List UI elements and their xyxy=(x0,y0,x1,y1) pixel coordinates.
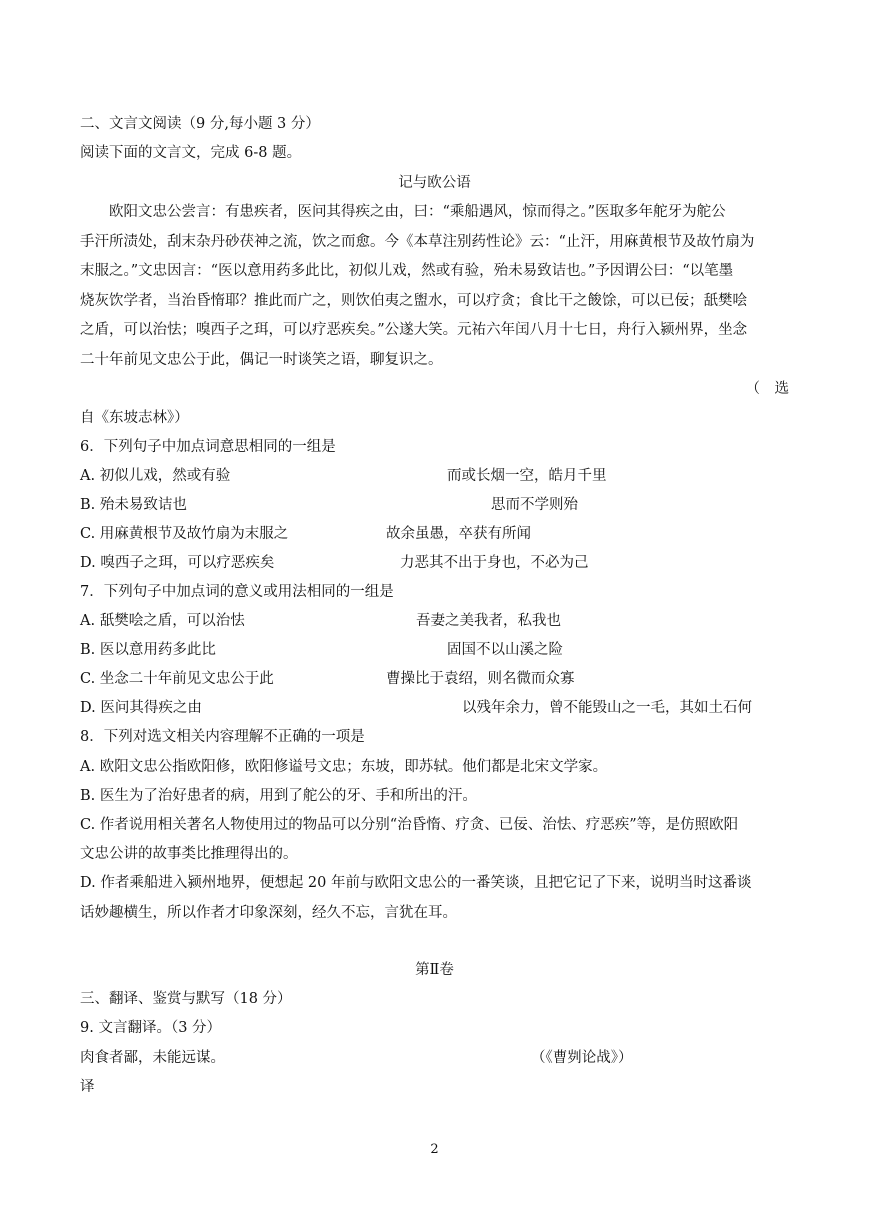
question-8-option-a: A. 欧阳文忠公指欧阳修，欧阳修谥号文忠；东坡，即苏轼。他们都是北宋文学家。 xyxy=(80,759,608,775)
question-8-option-c-cont: 文忠公讲的故事类比推理得出的。 xyxy=(80,846,298,862)
passage-line: 烧灰饮学者，当治昏惰耶？推此而广之，则饮伯夷之盥水，可以疗贪；食比干之餕馀，可以已佞；舐樊哙 xyxy=(80,293,747,309)
question-6-option-a: A. 初似儿戏，然或有验 而或长烟一空，皓月千里 xyxy=(80,468,607,484)
question-7-option-c: C. 坐念二十年前见文忠公于此 曹操比于袁绍，则名微而众寡 xyxy=(80,671,575,687)
question-8-option-d: D. 作者乘船进入颍州地界，便想起 20 年前与欧阳文忠公的一番笑谈，且把它记了下来，说明当时这番谈 xyxy=(80,875,752,891)
question-8-option-c: C. 作者说用相关著名人物使用过的物品可以分别“治昏惰、疗贪、已佞、治怯、疗恶疾”等，是仿照欧阳 xyxy=(80,817,739,833)
passage-source-part-1: （ 选 xyxy=(745,381,789,397)
question-9-stem: 9. 文言翻译。（3 分） xyxy=(80,1020,222,1036)
passage-line: 之盾，可以治怯；嗅西子之珥，可以疗恶疾矣。”公遂大笑。元祐六年闰八月十七日，舟行入颍州界，坐念 xyxy=(80,322,748,338)
passage-line: 手汗所渍处，刮末杂丹砂茯神之流，饮之而愈。今《本草注别药性论》云：“止汗，用麻黄根节及故竹扇为 xyxy=(80,234,755,250)
question-7-option-a: A. 舐樊哙之盾，可以治怯 吾妻之美我者，私我也 xyxy=(80,613,561,629)
translation-answer-label: 译 xyxy=(80,1079,95,1095)
passage-line: 欧阳文忠公尝言：有患疾者，医问其得疾之由，曰：“乘船遇风，惊而得之。”医取多年舵牙为舵公 xyxy=(109,204,726,220)
question-6-option-d: D. 嗅西子之珥，可以疗恶疾矣 力恶其不出于身也，不必为己 xyxy=(80,555,589,571)
question-8-stem: 8．下列对选文相关内容理解不正确的一项是 xyxy=(80,729,365,745)
passage-title: 记与欧公语 xyxy=(398,175,471,191)
volume-2-title: 第Ⅱ卷 xyxy=(415,962,454,978)
question-7-stem: 7．下列句子中加点词的意义或用法相同的一组是 xyxy=(80,584,394,600)
question-9-sentence: 肉食者鄙，未能远谋。 （《曹刿论战》） xyxy=(80,1050,633,1066)
question-7-option-d: D. 医问其得疾之由 以残年余力，曾不能毁山之一毛，其如土石何 xyxy=(80,700,752,716)
question-6-option-b: B. 殆未易致诘也 思而不学则殆 xyxy=(80,497,578,513)
question-7-option-b: B. 医以意用药多此比 固国不以山溪之险 xyxy=(80,642,563,658)
question-6-option-c: C. 用麻黄根节及故竹扇为末服之 故余虽愚，卒获有所闻 xyxy=(80,526,531,542)
reading-instruction: 阅读下面的文言文，完成 6-8 题。 xyxy=(80,145,302,161)
passage-source-part-2: 自《东坡志林》） xyxy=(80,410,189,426)
question-9-source: （《曹刿论战》） xyxy=(531,1050,633,1066)
passage-line: 末服之。”文忠因言：“医以意用药多此比，初似儿戏，然或有验，殆未易致诘也。”予因谓公曰：“以笔墨 xyxy=(80,263,734,279)
section-3-header: 三、翻译、鉴赏与默写（18 分） xyxy=(80,991,292,1007)
passage-line: 二十年前见文忠公于此，偶记一时谈笑之语，聊复识之。 xyxy=(80,352,443,368)
question-8-option-b: B. 医生为了治好患者的病，用到了舵公的牙、手和所出的汗。 xyxy=(80,788,477,804)
page-number: 2 xyxy=(430,1142,439,1157)
question-8-option-d-cont: 话妙趣横生，所以作者才印象深刻，经久不忘，言犹在耳。 xyxy=(80,905,457,921)
question-6-stem: 6．下列句子中加点词意思相同的一组是 xyxy=(80,439,336,455)
section-2-header: 二、文言文阅读（9 分,每小题 3 分） xyxy=(80,116,320,132)
